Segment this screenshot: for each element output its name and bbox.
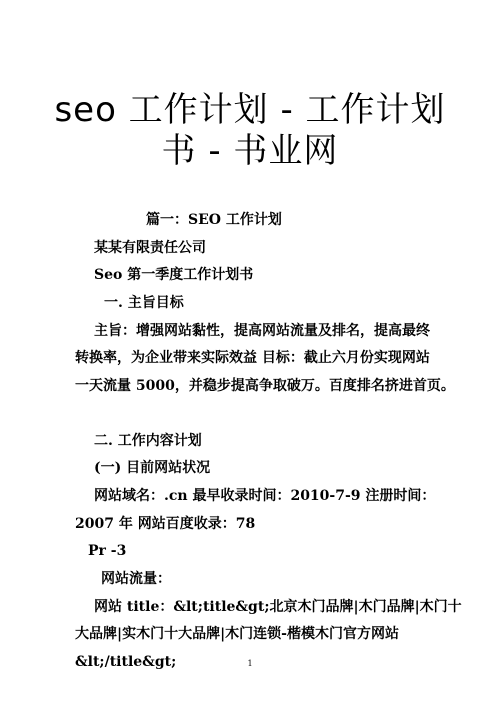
paragraph-line: &lt;/title&gt; (75, 654, 177, 670)
subheading-goals: 一. 主旨目标 (104, 295, 184, 311)
subheading-work-plan: 二. 工作内容计划 (94, 433, 202, 449)
paragraph-line: 网站 title：&lt;title&gt;北京木门品牌|木门品牌|木门十 (94, 599, 462, 615)
paragraph-line: 主旨：增强网站黏性，提高网站流量及排名，提高最终 (94, 323, 430, 339)
paragraph-line: 网站域名：.cn 最早收录时间：2010-7-9 注册时间： (94, 488, 436, 504)
paragraph-line: 网站流量： (101, 571, 171, 587)
paragraph-line: 大品牌|实木门十大品牌|木门连锁-楷模木门官方网站 (75, 626, 399, 642)
paragraph-line: 2007 年 网站百度收录：78 (75, 516, 256, 532)
page-title-line-2: 书 - 书业网 (161, 131, 339, 171)
page-number: 1 (247, 659, 253, 668)
paragraph-line: 一天流量 5000，并稳步提高争取破万。百度排名挤进首页。 (75, 378, 455, 394)
paragraph-line: 转换率，为企业带来实际效益 目标：截止六月份实现网站 (75, 350, 430, 366)
page-title-line-1: seo 工作计划 - 工作计划 (54, 90, 446, 130)
plan-title: Seo 第一季度工作计划书 (94, 267, 254, 283)
paragraph-line: Pr -3 (88, 543, 127, 559)
section-heading: 篇一：SEO 工作计划 (146, 212, 282, 228)
subheading-site-status: (一) 目前网站状况 (94, 460, 211, 476)
company-name: 某某有限责任公司 (94, 240, 206, 256)
